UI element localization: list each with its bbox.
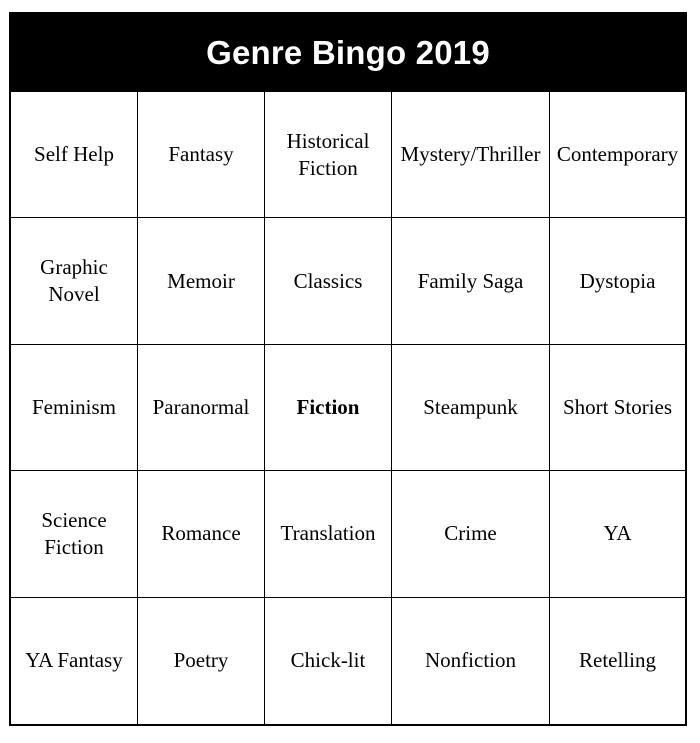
bingo-cell-historical-fiction: Historical Fiction (265, 92, 392, 218)
bingo-cell-ya: YA (550, 471, 685, 597)
bingo-title: Genre Bingo 2019 (11, 14, 685, 92)
bingo-grid (11, 92, 685, 724)
bingo-cell-classics: Classics (265, 218, 392, 344)
bingo-cell-retelling: Retelling (579, 648, 656, 673)
bingo-cell-family-saga: Family Saga (392, 218, 550, 344)
bingo-cell-ya-fantasy: YA Fantasy (11, 598, 138, 724)
bingo-cell-graphic-novel: Graphic Novel (11, 218, 138, 344)
bingo-cell-poetry: Poetry (138, 598, 265, 724)
bingo-cell-chick-lit: Chick-lit (265, 598, 392, 724)
bingo-cell-steampunk: Steampunk (392, 345, 550, 471)
bingo-cell-paranormal: Paranormal (138, 345, 265, 471)
bingo-cell-crime: Crime (392, 471, 550, 597)
bingo-cell-fantasy: Fantasy (138, 92, 265, 218)
bingo-cell-contemporary: Contemporary (550, 92, 685, 218)
bingo-cell-nonfiction: Nonfiction (392, 598, 550, 724)
bingo-cell-mystery-thriller: Mystery/Thriller (392, 92, 550, 218)
bingo-cell-dystopia: Dystopia (550, 218, 685, 344)
bingo-cell-short-stories: Short Stories (550, 345, 685, 471)
bingo-cell-romance: Romance (138, 471, 265, 597)
bingo-cell-self-help: Self Help (11, 92, 138, 218)
bingo-cell-translation: Translation (265, 471, 392, 597)
bingo-cell-feminism: Feminism (11, 345, 138, 471)
bingo-card (9, 12, 687, 726)
bingo-cell-science-fiction: Science Fiction (11, 471, 138, 597)
bingo-cell-fiction-free-space: Fiction (265, 345, 392, 471)
bingo-cell-memoir: Memoir (138, 218, 265, 344)
